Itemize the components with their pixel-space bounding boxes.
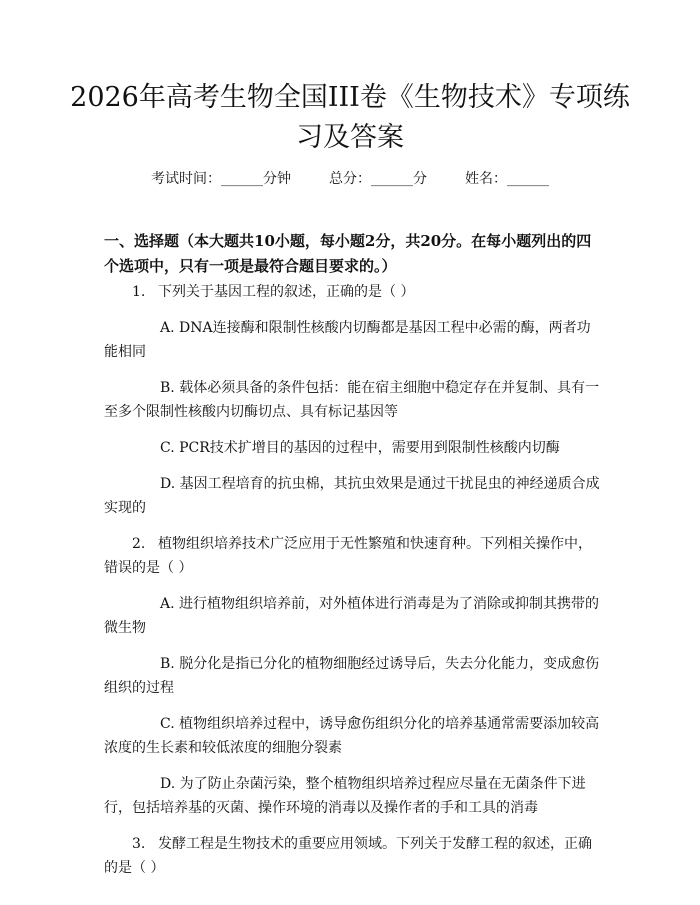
option-c: C. 植物组织培养过程中，诱导愈伤组织分化的培养基通常需要添加较高浓度的生长素和较低浓度的细胞分裂素	[104, 716, 600, 756]
question-stem	[104, 532, 600, 580]
question-number: 3.	[132, 836, 146, 852]
exam-meta	[0, 169, 700, 189]
option-d: D. 基因工程培育的抗虫棉，其抗虫效果是通过干扰昆虫的神经递质合成实现的	[104, 476, 600, 516]
question-text: 发酵工程是生物技术的重要应用领域。下列关于发酵工程的叙述，正确的是（ ）	[104, 836, 592, 876]
question-number: 2.	[132, 536, 146, 552]
total-score-field: 总分：______分	[329, 171, 427, 187]
option-a: A. 进行植物组织培养前，对外植体进行消毒是为了消除或抑制其携带的微生物	[104, 596, 600, 636]
option-d: D. 为了防止杂菌污染，整个植物组织培养过程应尽量在无菌条件下进行，包括培养基的灭菌、操作环境的消毒以及操作者的手和工具的消毒	[104, 776, 586, 816]
questions-list	[104, 280, 600, 892]
exam-time-field: 考试时间：______分钟	[151, 171, 291, 187]
question-text: 植物组织培养技术广泛应用于无性繁殖和快速育种。下列相关操作中，错误的是（ ）	[104, 536, 592, 576]
question-stem	[104, 280, 600, 304]
section-heading: 一、选择题（本大题共10小题，每小题2分，共20分。在每小题列出的四个选项中，只有一项是最符合题目要求的。）	[104, 232, 592, 275]
option-c: C. PCR技术扩增目的基因的过程中，需要用到限制性核酸内切酶	[160, 440, 560, 456]
page-title: 2026年高考生物全国III卷《生物技术》专项练习及答案	[70, 82, 630, 153]
option-b: B. 脱分化是指已分化的植物细胞经过诱导后，失去分化能力，变成愈伤组织的过程	[104, 656, 600, 696]
student-name-field: 姓名：______	[465, 171, 549, 187]
option-a: A. DNA连接酶和限制性核酸内切酶都是基因工程中必需的酶，两者功能相同	[104, 320, 591, 360]
option-b: B. 载体必须具备的条件包括：能在宿主细胞中稳定存在并复制、具有一至多个限制性核酸内切酶切点、具有标记基因等	[104, 380, 600, 420]
question-number: 1.	[132, 284, 146, 300]
question-stem	[104, 832, 600, 880]
question-text: 下列关于基因工程的叙述，正确的是（ ）	[158, 284, 415, 300]
